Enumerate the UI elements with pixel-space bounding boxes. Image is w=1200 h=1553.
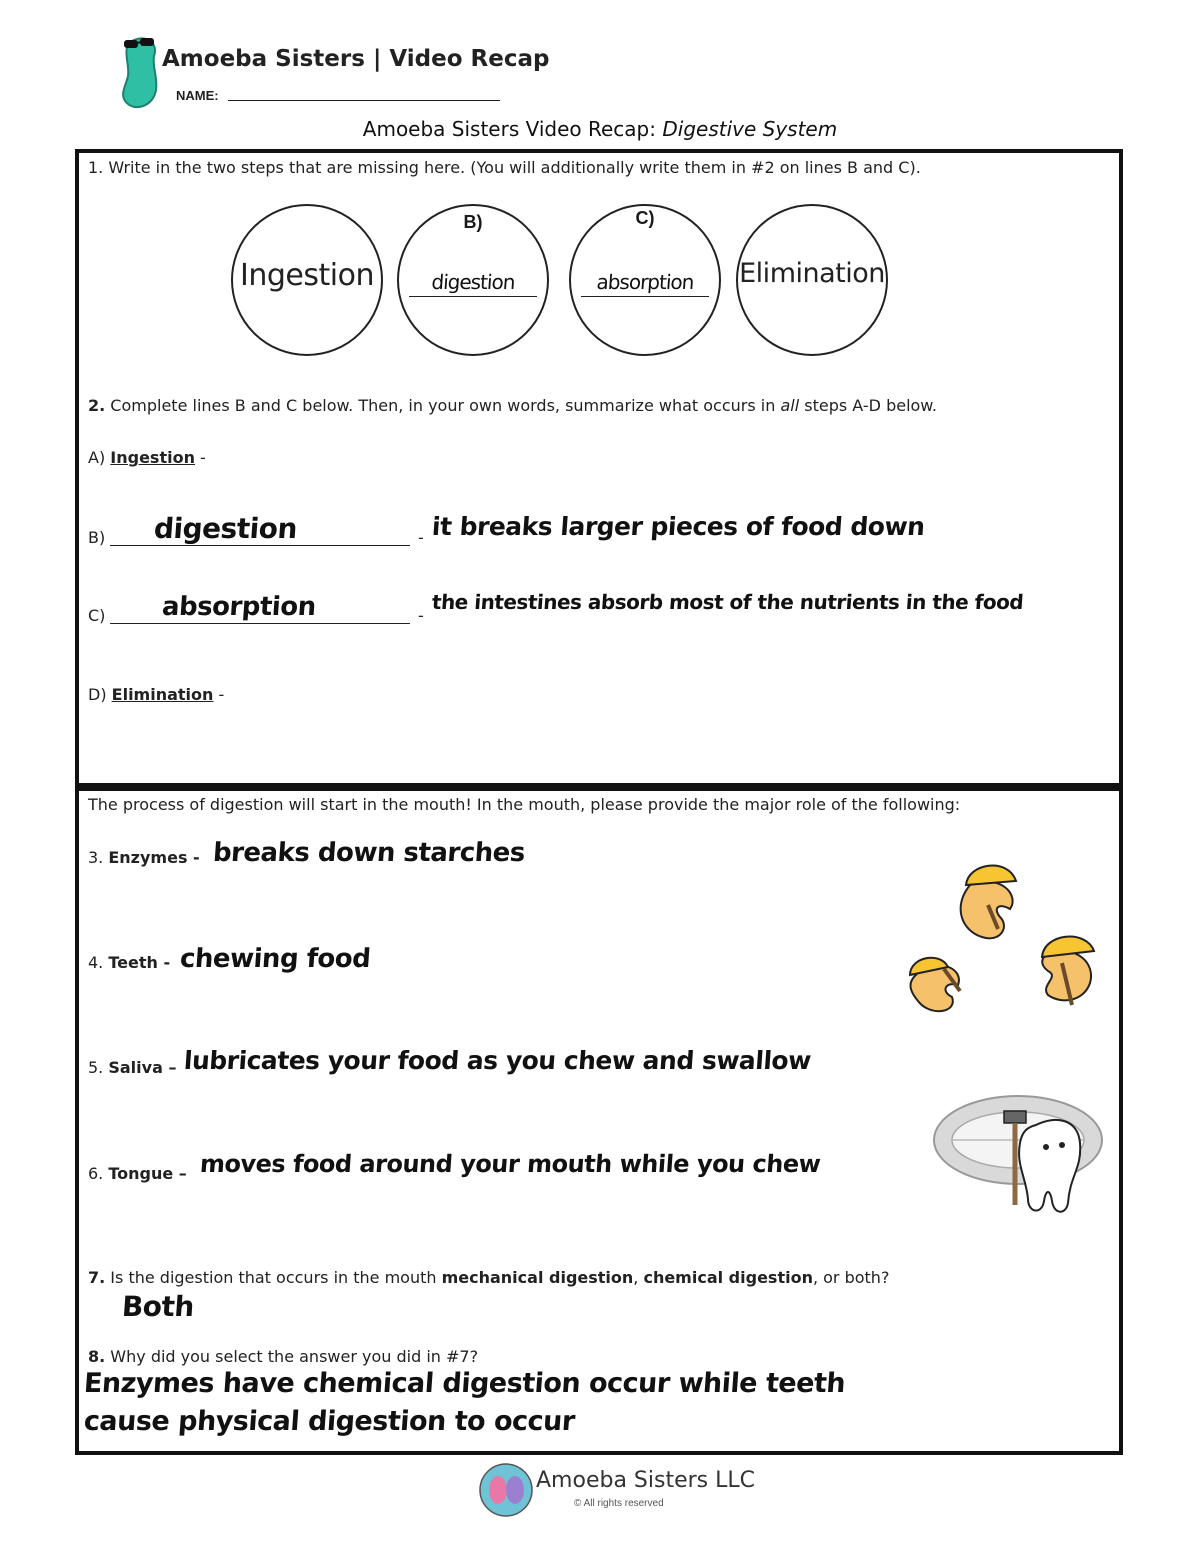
step-b-label: B) (88, 528, 106, 547)
q5-answer[interactable]: lubricates your food as you chew and swallow (182, 1046, 812, 1075)
amoeba-mascot-icon (112, 32, 172, 112)
circle-letter: B) (463, 212, 483, 232)
brand-title: Amoeba Sisters | Video Recap (162, 46, 550, 72)
circle-answer[interactable]: digestion (430, 270, 516, 294)
tooth-in-mouth-illustration (928, 1085, 1108, 1225)
circle-ingestion (231, 204, 383, 356)
step-b-dash: - (418, 528, 424, 547)
q1-prompt: 1. Write in the two steps that are missing here. (You will additionally write them in #2 on lines B and C). (88, 158, 921, 177)
q6-answer[interactable]: moves food around your mouth while you chew (199, 1150, 822, 1178)
name-input-line[interactable] (228, 100, 500, 101)
step-c-blank (110, 622, 410, 624)
q7-answer[interactable]: Both (120, 1290, 196, 1323)
footer-company: Amoeba Sisters LLC (536, 1468, 755, 1493)
mouth-intro: The process of digestion will start in the mouth! In the mouth, please provide the major role of the following: (88, 795, 961, 814)
circle-word: Elimination (739, 258, 885, 289)
circle-answer-line (581, 296, 709, 297)
step-b-answer[interactable]: digestion (152, 512, 299, 545)
logo-banner (88, 28, 550, 112)
q8-answer-line2[interactable]: cause physical digestion to occur (82, 1406, 576, 1437)
step-c-dash: - (418, 606, 424, 625)
circle-step-c (569, 204, 721, 356)
circle-answer-line (409, 296, 537, 297)
q5-label: 5. Saliva – (88, 1058, 177, 1077)
q8-answer-line1[interactable]: Enzymes have chemical digestion occur while teeth (82, 1368, 847, 1399)
q3-label: 3. Enzymes - (88, 848, 200, 867)
q3-answer[interactable]: breaks down starches (211, 838, 526, 868)
q4-label: 4. Teeth - (88, 953, 171, 972)
circle-elimination (736, 204, 888, 356)
amoeba-sisters-logo-icon (478, 1462, 534, 1518)
q6-label: 6. Tongue – (88, 1164, 187, 1183)
circle-answer[interactable]: absorption (595, 270, 695, 294)
step-c-answer[interactable]: absorption (160, 592, 317, 622)
footer-rights: © All rights reserved (574, 1498, 664, 1509)
step-c-label: C) (88, 606, 106, 625)
name-label: NAME: (176, 88, 219, 103)
enzyme-icon (910, 958, 960, 1011)
step-c-summary[interactable]: the intestines absorb most of the nutrients in the food (431, 590, 1025, 614)
enzyme-workers-illustration (900, 845, 1100, 1035)
page-title: Amoeba Sisters Video Recap: Digestive System (362, 117, 838, 141)
q8-prompt: 8. Why did you select the answer you did in #7? (88, 1347, 479, 1366)
circle-letter: C) (635, 208, 655, 228)
q2-prompt: 2. Complete lines B and C below. Then, in your own words, summarize what occurs in all steps A-D below. (88, 396, 937, 415)
step-a-row: A) Ingestion - (88, 448, 206, 467)
q7-prompt: 7. Is the digestion that occurs in the mouth mechanical digestion, chemical digestion, or both? (88, 1268, 890, 1287)
enzyme-icon (1042, 937, 1094, 1005)
step-d-row: D) Elimination - (88, 685, 225, 704)
step-b-summary[interactable]: it breaks larger pieces of food down (430, 512, 926, 541)
q4-answer[interactable]: chewing food (178, 944, 372, 974)
circle-step-b (397, 204, 549, 356)
tooth-icon (1019, 1120, 1080, 1212)
enzyme-icon (961, 866, 1016, 939)
circle-word: Ingestion (240, 258, 374, 293)
footer-logo (478, 1462, 755, 1522)
